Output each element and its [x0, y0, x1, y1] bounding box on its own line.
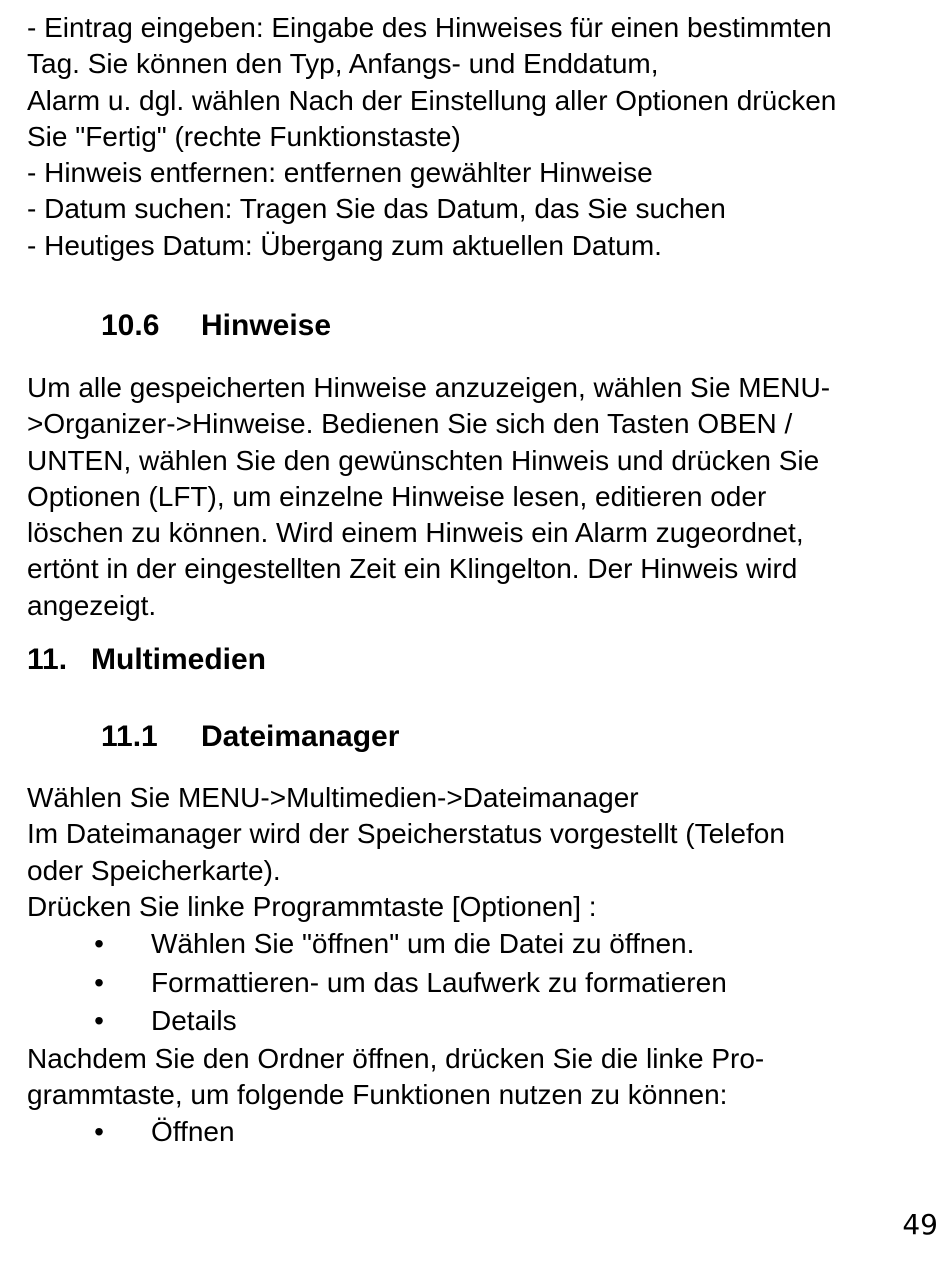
paragraph-line: oder Speicherkarte).: [27, 854, 281, 886]
list-item: [27, 964, 942, 1003]
intro-line: Alarm u. dgl. wählen Nach der Einstellung aller Optionen drücken: [27, 84, 837, 116]
bullet-icon: •: [94, 1005, 104, 1037]
manual-page: [27, 10, 942, 1152]
list-item-text: Öffnen: [151, 1116, 235, 1148]
page-number: 49: [902, 1208, 938, 1241]
paragraph-line: Wählen Sie MENU->Multimedien->Dateimanager: [27, 782, 639, 814]
paragraph-line: Nachdem Sie den Ordner öffnen, drücken Sie die linke Pro-: [27, 1042, 765, 1074]
list-item: [27, 925, 942, 964]
chapter-title: Multimedien: [91, 643, 267, 677]
section-10-6-paragraph: [27, 370, 942, 624]
chapter-heading-11: [27, 640, 942, 680]
bullet-icon: •: [94, 966, 104, 998]
section-11-1-paragraph: [27, 780, 942, 925]
folder-options-list: [27, 1113, 942, 1152]
section-number: 10.6: [101, 309, 160, 342]
bullet-icon: •: [94, 928, 104, 960]
paragraph-line: Drücken Sie linke Programmtaste [Optionen] :: [27, 890, 597, 922]
paragraph-line: Im Dateimanager wird der Speicherstatus vorgestellt (Telefon: [27, 818, 785, 850]
paragraph-line: UNTEN, wählen Sie den gewünschten Hinweis und drücken Sie: [27, 444, 820, 476]
paragraph-line: grammtaste, um folgende Funktionen nutzen zu können:: [27, 1079, 728, 1111]
list-item: [27, 1002, 942, 1041]
paragraph-line: Um alle gespeicherten Hinweise anzuzeigen, wählen Sie MENU-: [27, 372, 831, 403]
chapter-number: 11.: [27, 643, 68, 677]
list-item-text: Formattieren- um das Laufwerk zu formatieren: [151, 966, 727, 998]
paragraph-line: ertönt in der eingestellten Zeit ein Klingelton. Der Hinweis wird: [27, 553, 798, 585]
intro-line: - Hinweis entfernen: entfernen gewählter Hinweise: [27, 157, 653, 189]
intro-line: Sie "Fertig" (rechte Funktionstaste): [27, 120, 461, 152]
list-item-text: Details: [151, 1005, 237, 1037]
intro-paragraph: [27, 10, 942, 264]
paragraph-line: angezeigt.: [27, 589, 157, 621]
paragraph-line: >Organizer->Hinweise. Bedienen Sie sich den Tasten OBEN /: [27, 408, 793, 440]
paragraph-line: löschen zu können. Wird einem Hinweis ein Alarm zugeordnet,: [27, 517, 804, 549]
list-item: [27, 1113, 942, 1152]
paragraph-line: Optionen (LFT), um einzelne Hinweise lesen, editieren oder: [27, 480, 767, 512]
section-heading-10-6: [27, 306, 942, 346]
intro-line: - Heutiges Datum: Übergang zum aktuellen Datum.: [27, 229, 662, 261]
section-title: Dateimanager: [201, 720, 400, 754]
options-list: [27, 925, 942, 1041]
list-item-text: Wählen Sie "öffnen" um die Datei zu öffnen.: [151, 928, 695, 960]
section-title: Hinweise: [201, 309, 332, 342]
intro-line: - Datum suchen: Tragen Sie das Datum, das Sie suchen: [27, 193, 726, 225]
section-number: 11.1: [101, 720, 158, 754]
intro-line: Tag. Sie können den Typ, Anfangs- und Enddatum,: [27, 48, 659, 80]
bullet-icon: •: [94, 1116, 104, 1148]
section-heading-11-1: [27, 717, 942, 757]
intro-line: - Eintrag eingeben: Eingabe des Hinweises für einen bestimmten: [27, 12, 832, 43]
folder-paragraph: [27, 1041, 942, 1114]
